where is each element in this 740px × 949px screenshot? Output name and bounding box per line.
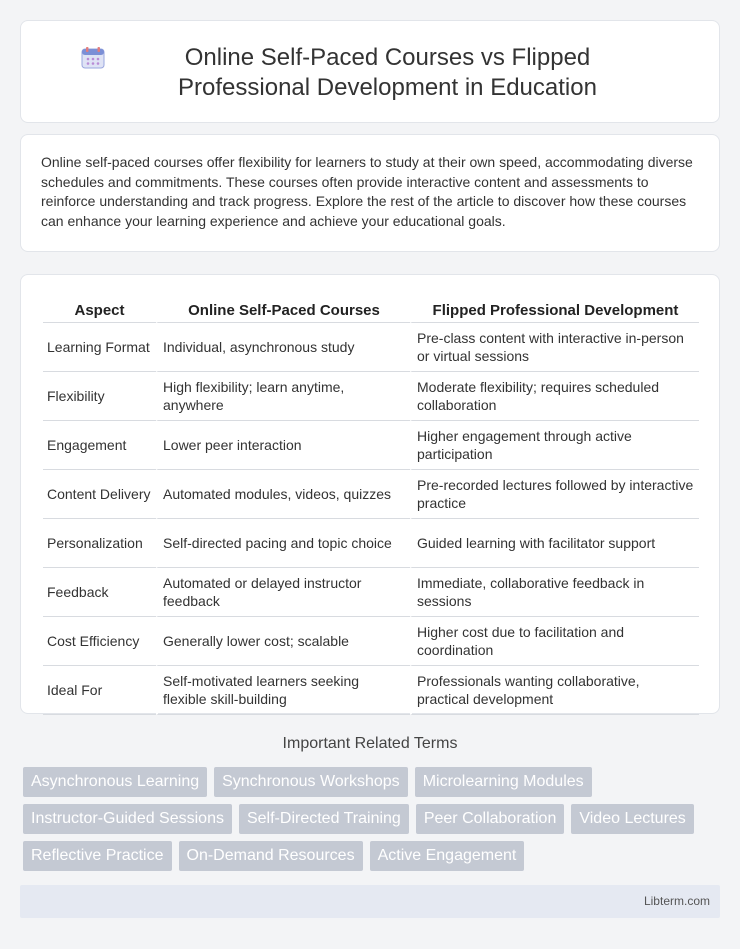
term-row: [23, 804, 723, 834]
comparison-table: [43, 297, 699, 715]
term-tag[interactable]: Microlearning Modules: [415, 767, 592, 797]
header-flipped-pd: Flipped Professional Development: [410, 297, 699, 323]
term-row: [23, 841, 723, 871]
table-cell: Generally lower cost; scalable: [156, 617, 410, 666]
table-cell: Professionals wanting collaborative, practical development: [410, 666, 699, 715]
term-row: [23, 767, 723, 797]
term-tag[interactable]: Synchronous Workshops: [214, 767, 408, 797]
table-cell: Automated modules, videos, quizzes: [156, 470, 410, 519]
table-cell: Feedback: [43, 568, 156, 617]
term-tag[interactable]: Instructor-Guided Sessions: [23, 804, 232, 834]
header-online-self-paced: Online Self-Paced Courses: [156, 297, 410, 323]
table-row: [43, 323, 699, 372]
table-cell: Guided learning with facilitator support: [410, 519, 699, 568]
table-cell: Flexibility: [43, 372, 156, 421]
table-cell: Personalization: [43, 519, 156, 568]
page-title: Online Self-Paced Courses vs Flipped Professional Development in Education: [178, 44, 597, 101]
table-row: [43, 519, 699, 568]
footer-brand[interactable]: Libterm.com: [643, 894, 710, 908]
table-header-row: [43, 297, 699, 323]
term-tag[interactable]: On-Demand Resources: [179, 841, 363, 871]
related-terms-heading: Important Related Terms: [282, 735, 458, 752]
table-row: [43, 470, 699, 519]
term-tag[interactable]: Active Engagement: [370, 841, 525, 871]
comparison-table-card: [20, 274, 720, 714]
header-card: [20, 20, 720, 123]
term-tag[interactable]: Peer Collaboration: [416, 804, 565, 834]
table-cell: Individual, asynchronous study: [156, 323, 410, 372]
term-tag[interactable]: Video Lectures: [571, 804, 693, 834]
intro-card: [20, 134, 720, 252]
table-cell: Learning Format: [43, 323, 156, 372]
table-cell: Higher engagement through active participation: [410, 421, 699, 470]
table-cell: Cost Efficiency: [43, 617, 156, 666]
term-tag[interactable]: Asynchronous Learning: [23, 767, 207, 797]
term-tag[interactable]: Reflective Practice: [23, 841, 172, 871]
table-row: [43, 617, 699, 666]
table-row: [43, 666, 699, 715]
table-cell: Pre-class content with interactive in-person or virtual sessions: [410, 323, 699, 372]
table-row: [43, 421, 699, 470]
table-cell: Higher cost due to facilitation and coordination: [410, 617, 699, 666]
table-row: [43, 372, 699, 421]
table-cell: Lower peer interaction: [156, 421, 410, 470]
table-cell: Immediate, collaborative feedback in sessions: [410, 568, 699, 617]
table-cell: Automated or delayed instructor feedback: [156, 568, 410, 617]
table-row: [43, 568, 699, 617]
table-cell: Ideal For: [43, 666, 156, 715]
table-cell: High flexibility; learn anytime, anywhere: [156, 372, 410, 421]
table-cell: Pre-recorded lectures followed by interactive practice: [410, 470, 699, 519]
table-cell: Self-motivated learners seeking flexible skill-building: [156, 666, 410, 715]
footer: [20, 885, 720, 918]
table-cell: Content Delivery: [43, 470, 156, 519]
table-cell: Moderate flexibility; requires scheduled collaboration: [410, 372, 699, 421]
intro-text: Online self-paced courses offer flexibility for learners to study at their own speed, accommodating diverse schedules and commitments. These courses often provide interactive content and assessments to reinforce understanding and track progress. Explore the rest of the article to discover how these courses can enhance your learning experience and achieve your educational goals.: [41, 154, 693, 229]
table-cell: Self-directed pacing and topic choice: [156, 519, 410, 568]
table-cell: Engagement: [43, 421, 156, 470]
related-terms: [23, 767, 723, 878]
term-tag[interactable]: Self-Directed Training: [239, 804, 409, 834]
header-aspect: Aspect: [43, 297, 156, 323]
